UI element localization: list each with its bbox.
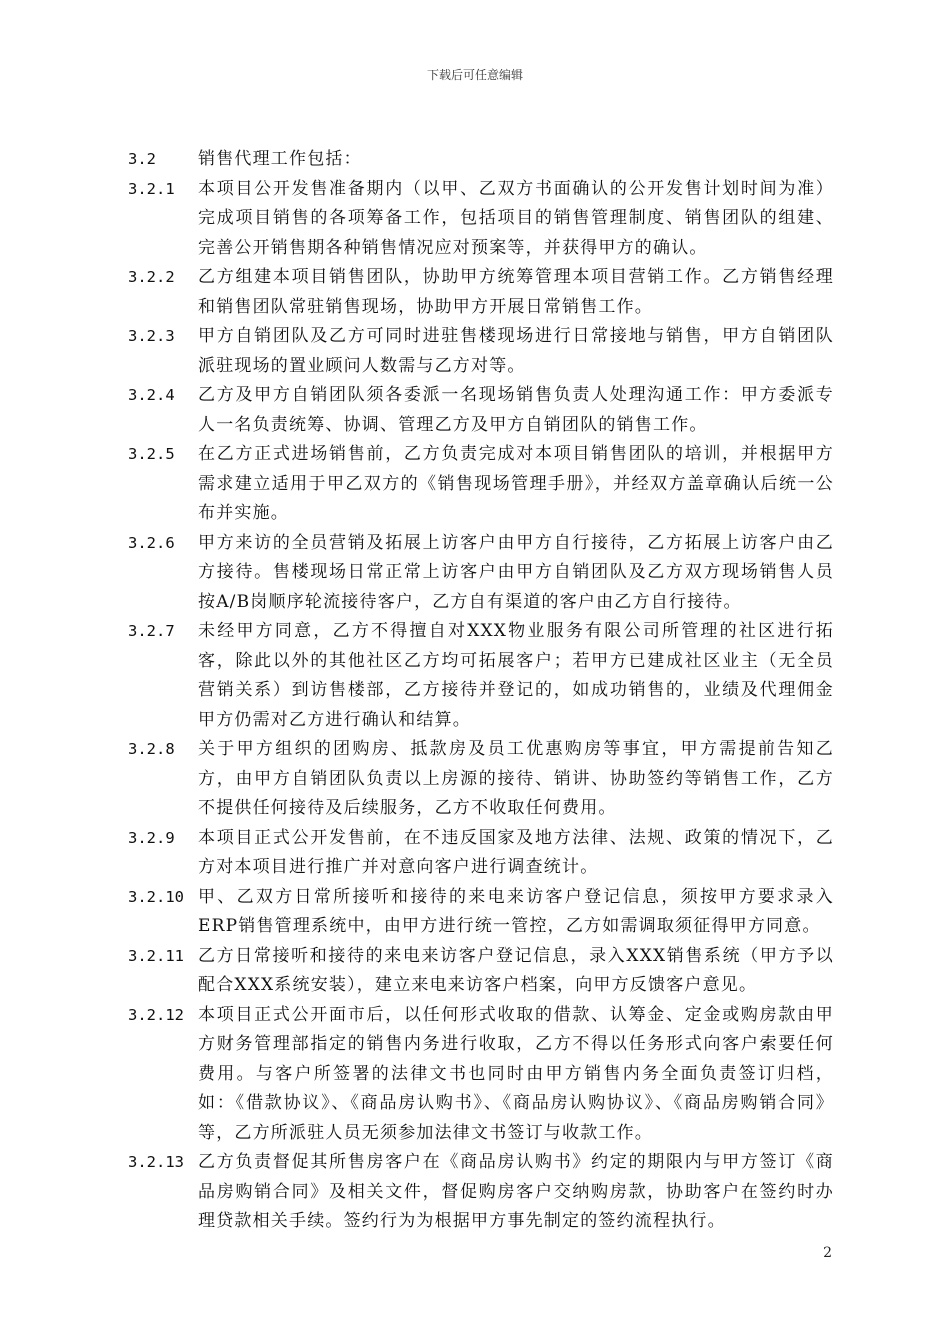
- clause-text: 乙方日常接听和接待的来电来访客户登记信息，录入XXX销售系统（甲方予以配合XXX系统安装），建立来电来访客户档案，向甲方反馈客户意见。: [198, 945, 834, 995]
- clause-number: 3.2.10: [128, 887, 184, 906]
- clause-3-2-12: [128, 1001, 834, 1149]
- clause-text: 本项目正式公开发售前，在不违反国家及地方法律、法规、政策的情况下，乙方对本项目进行推广并对意向客户进行调查统计。: [198, 827, 834, 877]
- clause-number: 3.2.5: [128, 445, 175, 463]
- clause-number: 3.2.13: [128, 1153, 184, 1171]
- clause-text: 乙方组建本项目销售团队，协助甲方统筹管理本项目营销工作。乙方销售经理和销售团队常驻销售现场，协助甲方开展日常销售工作。: [198, 267, 834, 317]
- document-body: [128, 145, 834, 1237]
- clause-3-2-8: [128, 735, 834, 824]
- clause-text: 本项目正式公开面市后，以任何形式收取的借款、认筹金、定金或购房款由甲方财务管理部指定的销售内务进行收取，乙方不得以任务形式向客户索要任何费用。与客户所签署的法律文书也同时由甲方销售内务全面负责签订归档，如：《借款协议》、《商品房认购书》、《商品房认购协议》、《商品房购销合同》等，乙方所派驻人员无须参加法律文书签订与收款工作。: [198, 1004, 834, 1143]
- clause-text: 关于甲方组织的团购房、抵款房及员工优惠购房等事宜，甲方需提前告知乙方，由甲方自销团队负责以上房源的接待、销讲、协助签约等销售工作，乙方不提供任何接待及后续服务，乙方不收取任何费用。: [198, 739, 834, 818]
- clause-text: 在乙方正式进场销售前，乙方负责完成对本项目销售团队的培训，并根据甲方需求建立适用于甲乙双方的《销售现场管理手册》，并经双方盖章确认后统一公布并实施。: [198, 444, 834, 523]
- clause-3-2-7: [128, 617, 834, 735]
- clause-text: 甲、乙双方日常所接听和接待的来电来访客户登记信息，须按甲方要求录入ERP销售管理系统中，由甲方进行统一管控，乙方如需调取须征得甲方同意。: [198, 886, 834, 936]
- clause-3-2-4: [128, 381, 834, 440]
- clause-3-2-2: [128, 263, 834, 322]
- clause-number: 3.2.2: [128, 268, 175, 286]
- clause-text: 乙方负责督促其所售房客户在《商品房认购书》约定的期限内与甲方签订《商品房购销合同》及相关文件，督促购房客户交纳购房款，协助客户在签约时办理贷款相关手续。签约行为为根据甲方事先制定的签约流程执行。: [198, 1152, 834, 1231]
- clause-3-2-9: [128, 824, 834, 883]
- clause-number: 3.2.7: [128, 622, 175, 640]
- clause-3-2-3: [128, 322, 834, 381]
- clause-number: 3.2.1: [128, 179, 175, 198]
- clause-number: 3.2.12: [128, 1005, 184, 1024]
- clause-text: 销售代理工作包括：: [198, 149, 362, 169]
- clause-3-2-6: [128, 529, 834, 618]
- clause-number: 3.2.3: [128, 327, 175, 345]
- clause-text: 甲方自销团队及乙方可同时进驻售楼现场进行日常接地与销售，甲方自销团队派驻现场的置业顾问人数需与乙方对等。: [198, 326, 834, 376]
- clause-text: 本项目公开发售准备期内（以甲、乙双方书面确认的公开发售计划时间为准）完成项目销售的各项筹备工作，包括项目的销售管理制度、销售团队的组建、完善公开销售期各种销售情况应对预案等，并获得甲方的确认。: [198, 178, 834, 258]
- clause-3-2: [128, 145, 834, 175]
- clause-number: 3.2.8: [128, 740, 175, 758]
- clause-3-2-5: [128, 440, 834, 529]
- clause-text: 未经甲方同意，乙方不得擅自对XXX物业服务有限公司所管理的社区进行拓客，除此以外的其他社区乙方均可拓展客户；若甲方已建成社区业主（无全员营销关系）到访售楼部，乙方接待并登记的，如成功销售的，业绩及代理佣金甲方仍需对乙方进行确认和结算。: [198, 621, 834, 730]
- page-header: 下载后可任意编辑: [426, 68, 523, 82]
- clause-3-2-11: [128, 942, 834, 1001]
- clause-number: 3.2.6: [128, 533, 175, 552]
- clause-number: 3.2.4: [128, 386, 175, 404]
- clause-3-2-10: [128, 883, 834, 942]
- clause-text: 甲方来访的全员营销及拓展上访客户由甲方自行接待，乙方拓展上访客户由乙方接待。售楼现场日常正常上访客户由甲方自销团队及乙方双方现场销售人员按A/B岗顺序轮流接待客户，乙方自有渠道的客户由乙方自行接待。: [198, 532, 834, 612]
- clause-number: 3.2: [128, 150, 156, 168]
- clause-3-2-13: [128, 1148, 834, 1237]
- clause-number: 3.2.9: [128, 828, 175, 847]
- page-number: 2: [823, 1245, 832, 1261]
- clause-text: 乙方及甲方自销团队须各委派一名现场销售负责人处理沟通工作：甲方委派专人一名负责统筹、协调、管理乙方及甲方自销团队的销售工作。: [198, 385, 834, 435]
- clause-3-2-1: [128, 175, 834, 264]
- clause-number: 3.2.11: [128, 946, 184, 965]
